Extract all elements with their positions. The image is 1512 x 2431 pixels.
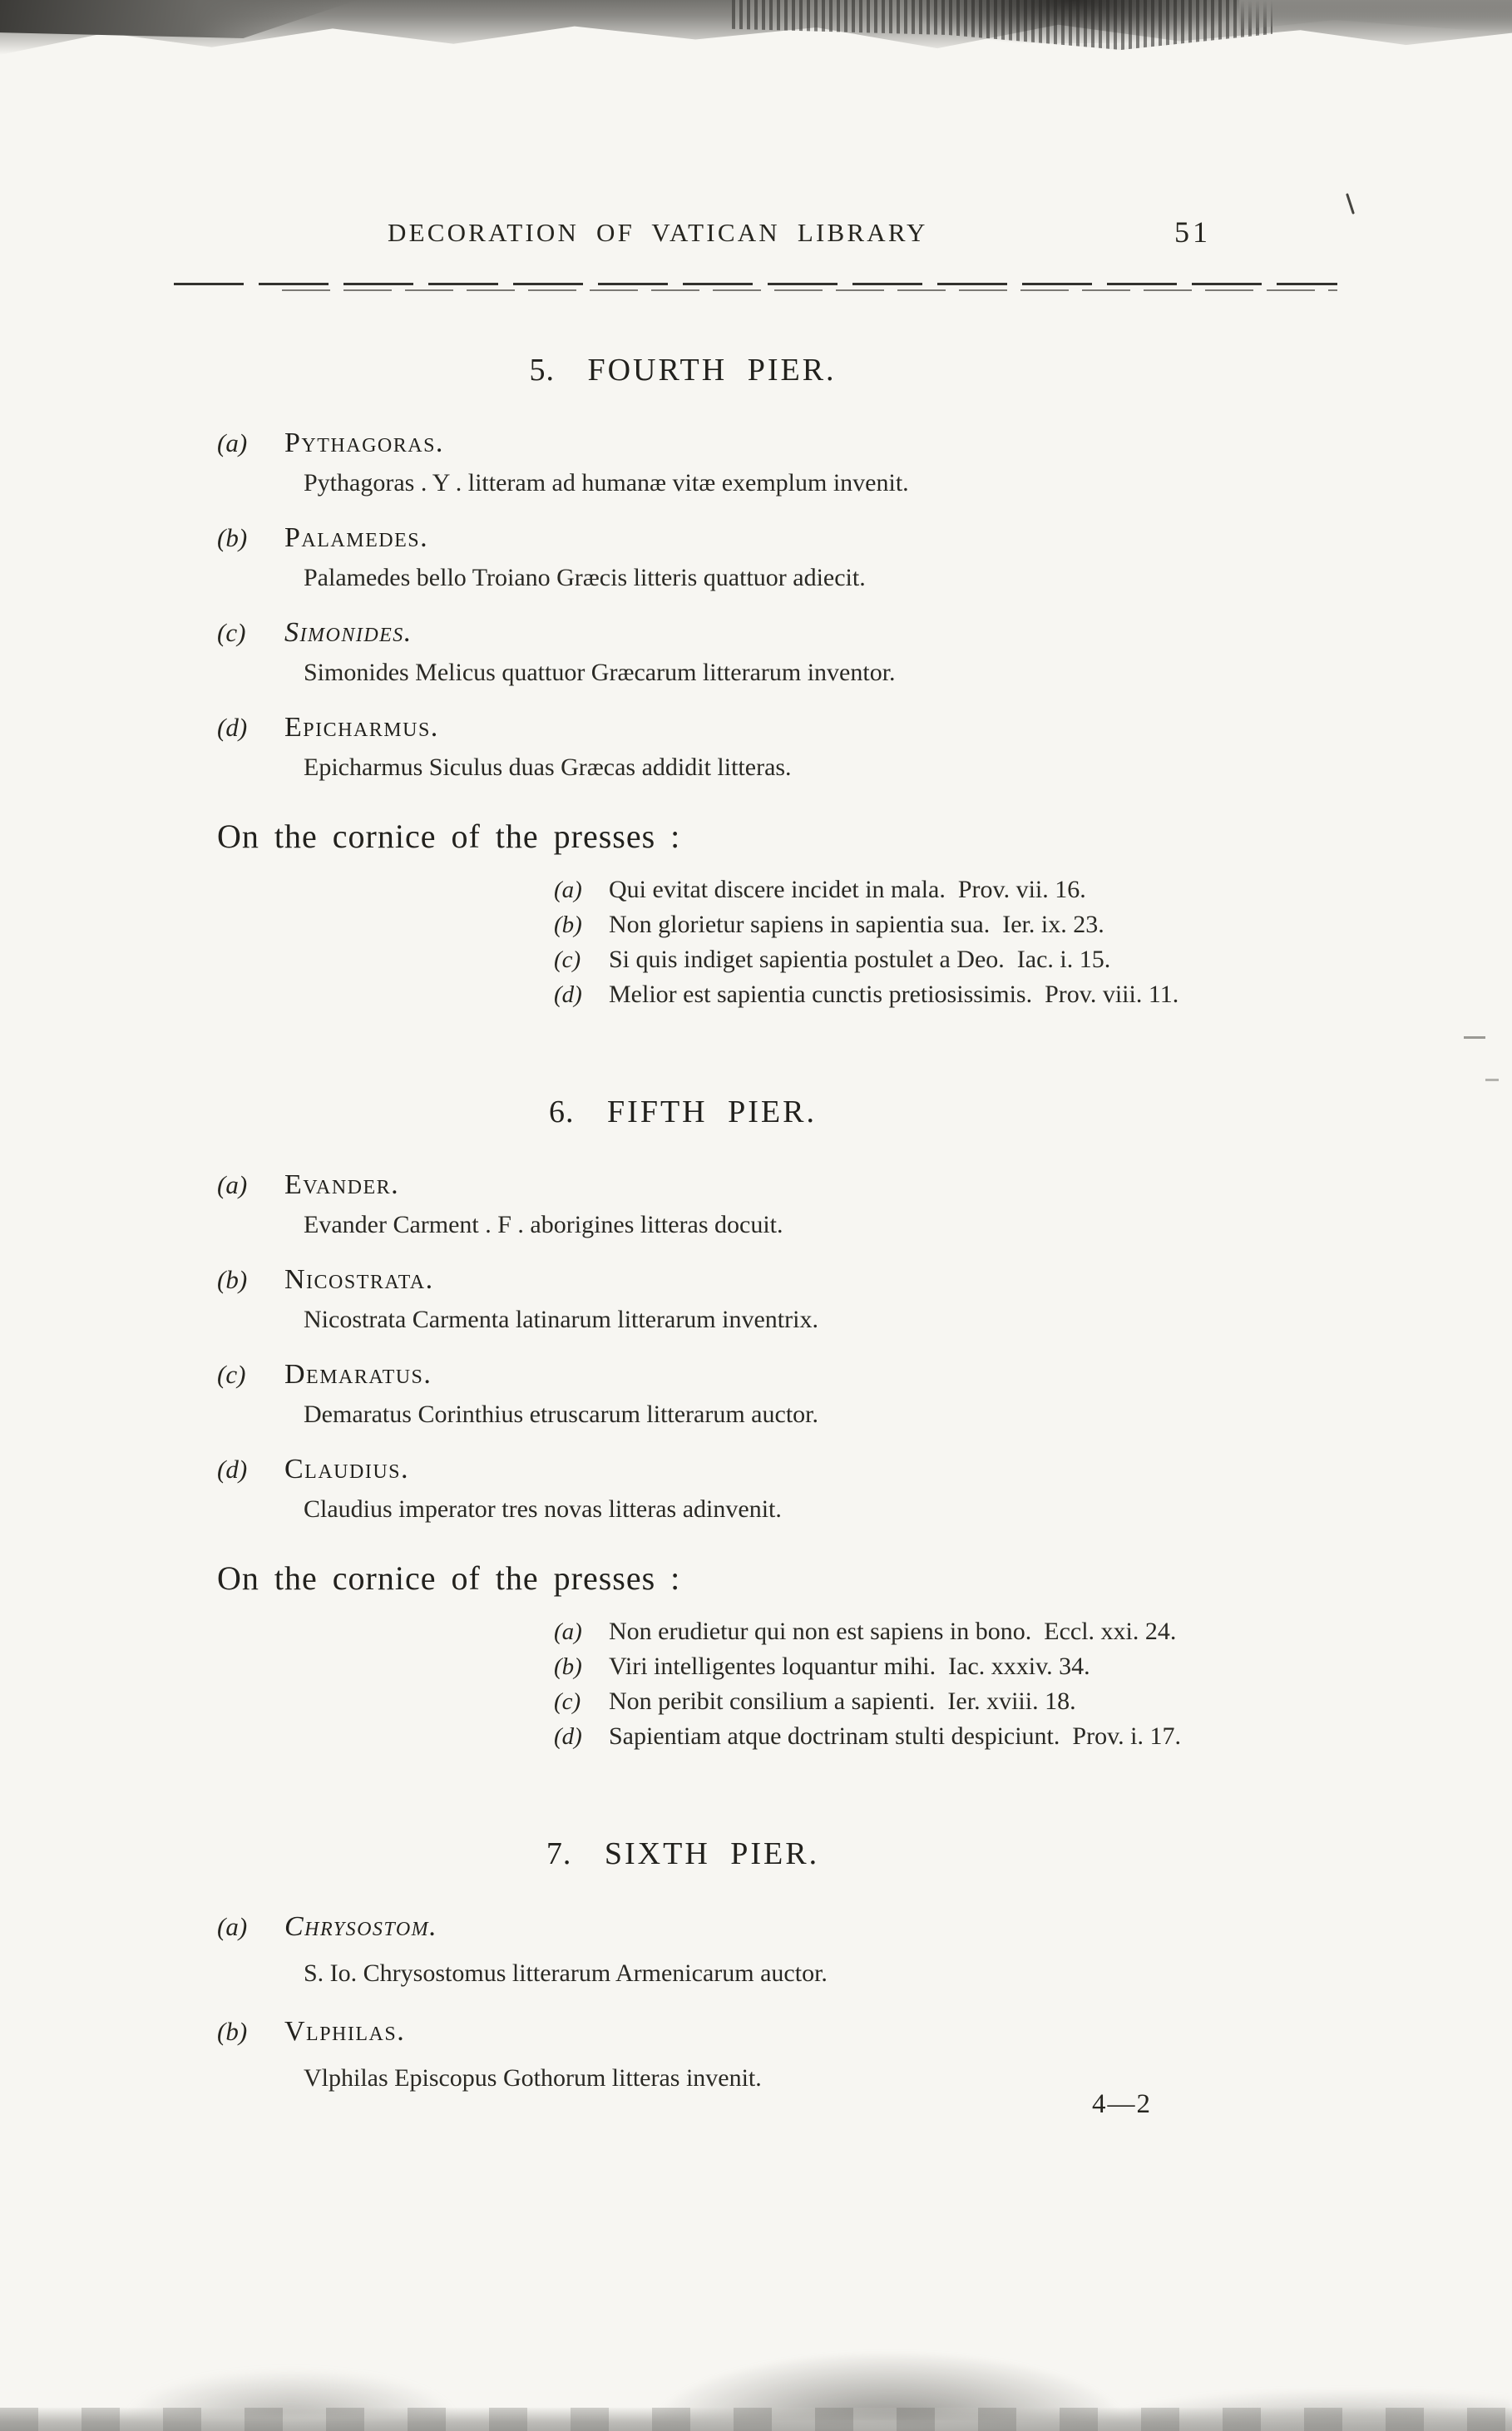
cornice-item-letter: (a) <box>554 877 582 903</box>
entry <box>217 1169 1365 1242</box>
entry-caption: S. Io. Chrysostomus litterarum Armenicarum auctor. <box>304 1959 828 1987</box>
entry-caption: Pythagoras . Y . litteram ad humanæ vitæ exemplum invenit. <box>304 469 909 497</box>
entry-letter: (a) <box>217 1912 248 1941</box>
entry-caption: Nicostrata Carmenta latinarum litterarum inventrix. <box>304 1306 818 1333</box>
section-title: FOURTH PIER. <box>587 353 837 388</box>
entry <box>217 521 1365 595</box>
scan-artifact-top <box>0 0 1512 108</box>
cornice-item <box>554 942 1365 977</box>
entry-head <box>217 521 1365 555</box>
page-content <box>217 353 1365 2178</box>
cornice-item-letter: (b) <box>554 1653 582 1680</box>
entry <box>217 711 1365 784</box>
cornice-item-letter: (d) <box>554 981 582 1008</box>
entry-caption: Epicharmus Siculus duas Græcas addidit litteras. <box>304 754 792 781</box>
signature-mark: 4—2 <box>1092 2089 1152 2119</box>
entry-name: Vlphilas. <box>284 2016 406 2047</box>
cornice-block <box>217 1558 1365 1754</box>
entry <box>217 2015 1365 2095</box>
page-number: 51 <box>1174 215 1211 249</box>
cornice-item-text: Non glorietur sapiens in sapientia sua. Ier. ix. 23. <box>609 911 1104 938</box>
entry-letter: (d) <box>217 1455 248 1484</box>
entry <box>217 1358 1365 1431</box>
entry-head <box>217 711 1365 744</box>
header-rule <box>174 283 1337 291</box>
section-heading <box>217 1837 1149 1870</box>
entry-letter: (c) <box>217 1360 246 1389</box>
entry <box>217 1453 1365 1526</box>
entry-head <box>217 2015 1365 2048</box>
entry-name: Simonides. <box>284 617 413 648</box>
entry <box>217 1910 1365 1990</box>
entry-caption: Demaratus Corinthius etruscarum litterarum auctor. <box>304 1401 818 1428</box>
cornice-item <box>554 907 1365 942</box>
stray-tick-mark <box>1346 193 1355 215</box>
section-title: FIFTH PIER. <box>607 1094 817 1129</box>
cornice-item <box>554 872 1365 907</box>
entry-caption: Claudius imperator tres novas litteras adinvenit. <box>304 1495 782 1523</box>
cornice-item-text: Non erudietur qui non est sapiens in bono. Eccl. xxi. 24. <box>609 1618 1177 1645</box>
entry-name: Palamedes. <box>284 522 429 553</box>
cornice-item-letter: (b) <box>554 912 582 938</box>
entry-letter: (c) <box>217 618 246 647</box>
entry-caption: Simonides Melicus quattuor Græcarum litterarum inventor. <box>304 659 896 686</box>
cornice-item-text: Viri intelligentes loquantur mihi. Iac. xxxiv. 34. <box>609 1653 1090 1680</box>
running-header-title: DECORATION OF VATICAN LIBRARY <box>388 218 928 247</box>
entry-caption: Palamedes bello Troiano Græcis litteris quattuor adiecit. <box>304 564 866 591</box>
section-fourth-pier <box>217 353 1365 1012</box>
section-number: 6. <box>549 1094 575 1129</box>
cornice-list <box>554 872 1365 1012</box>
entry-head <box>217 1453 1365 1486</box>
entry-caption: Vlphilas Episcopus Gothorum litteras invenit. <box>304 2064 762 2092</box>
cornice-item <box>554 1649 1365 1684</box>
scan-artifact-bottom-strip <box>0 2408 1512 2431</box>
cornice-item <box>554 1614 1365 1649</box>
cornice-heading: On the cornice of the presses : <box>217 1559 681 1597</box>
entry-name: Nicostrata. <box>284 1264 434 1295</box>
entry <box>217 1263 1365 1337</box>
entry-head <box>217 1263 1365 1297</box>
cornice-item-letter: (d) <box>554 1723 582 1750</box>
cornice-item <box>554 1719 1365 1754</box>
cornice-item-letter: (a) <box>554 1618 582 1645</box>
entry-caption: Evander Carment . F . aborigines litteras docuit. <box>304 1211 783 1238</box>
entry <box>217 616 1365 689</box>
entry-name: Pythagoras. <box>284 427 444 458</box>
cornice-list <box>554 1614 1365 1754</box>
cornice-heading: On the cornice of the presses : <box>217 818 681 855</box>
cornice-block <box>217 816 1365 1012</box>
entry-name: Epicharmus. <box>284 712 439 743</box>
header-rule-line-lower <box>282 289 1337 291</box>
section-heading <box>217 1095 1149 1129</box>
entry-name: Demaratus. <box>284 1359 432 1390</box>
cornice-item <box>554 977 1365 1012</box>
section-number: 5. <box>529 353 555 388</box>
cornice-item-letter: (c) <box>554 1688 581 1715</box>
entry-letter: (b) <box>217 523 248 552</box>
entry-letter: (b) <box>217 1265 248 1294</box>
entry-name: Chrysostom. <box>284 1911 438 1942</box>
entry-letter: (a) <box>217 428 248 457</box>
section-title: SIXTH PIER. <box>604 1836 820 1871</box>
header-rule-line-upper <box>174 283 1337 285</box>
entry-name: Claudius. <box>284 1454 410 1485</box>
entry <box>217 427 1365 500</box>
cornice-item-letter: (c) <box>554 946 581 973</box>
cornice-item-text: Sapientiam atque doctrinam stulti despiciunt. Prov. i. 17. <box>609 1722 1181 1750</box>
section-number: 7. <box>546 1836 572 1871</box>
entry-name: Evander. <box>284 1169 400 1200</box>
entry-head <box>217 1910 1365 1944</box>
entry-head <box>217 1169 1365 1202</box>
cornice-item <box>554 1684 1365 1719</box>
entry-letter: (a) <box>217 1170 248 1199</box>
section-heading <box>217 353 1149 387</box>
cornice-item-text: Non peribit consilium a sapienti. Ier. xviii. 18. <box>609 1687 1076 1715</box>
entry-letter: (b) <box>217 2017 248 2046</box>
cornice-item-text: Qui evitat discere incidet in mala. Prov. vii. 16. <box>609 876 1086 903</box>
stray-margin-dash <box>1464 1036 1485 1039</box>
entry-head <box>217 616 1365 650</box>
section-fifth-pier <box>217 1095 1365 1754</box>
entry-letter: (d) <box>217 713 248 742</box>
entry-head <box>217 427 1365 460</box>
scan-artifact-bottom <box>0 2315 1512 2431</box>
cornice-item-text: Melior est sapientia cunctis pretiosissimis. Prov. viii. 11. <box>609 981 1179 1008</box>
stray-margin-dash <box>1485 1079 1499 1081</box>
section-sixth-pier <box>217 1837 1365 2095</box>
cornice-item-text: Si quis indiget sapientia postulet a Deo. Iac. i. 15. <box>609 946 1111 973</box>
entry-head <box>217 1358 1365 1391</box>
scan-artifact-top-right-blob <box>907 0 1239 43</box>
